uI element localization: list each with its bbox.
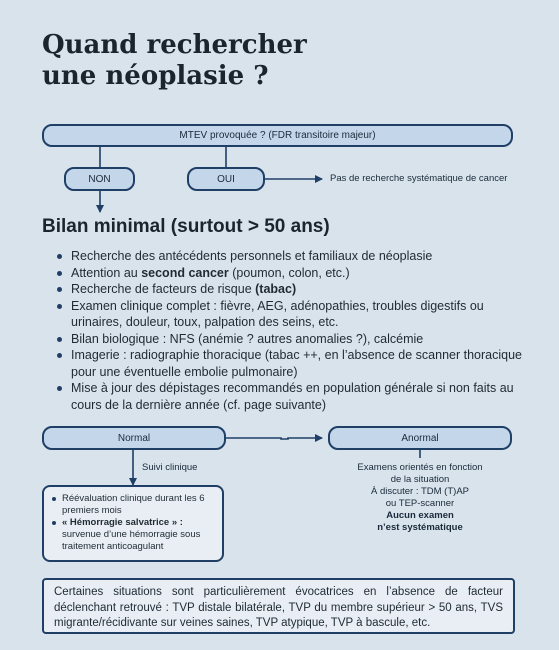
list-item: Attention au second cancer (poumon, colon, etc.) (56, 265, 526, 282)
oui-label: OUI (217, 173, 235, 185)
oui-pill (187, 167, 265, 191)
footer-text: Certaines situations sont particulièrement évocatrices en l’absence de facteur déclenchant retrouvé : TVP distale bilatérale, TVP du membre supérieur > 50 ans, TVS migrante/récidivante sur veines saines, TVP atypique, TVP à bascule, etc. (54, 586, 503, 629)
footer-box (42, 578, 515, 634)
question-pill (42, 124, 513, 147)
normal-result-box (42, 485, 224, 562)
normal-pill (42, 426, 226, 450)
normal-label: Normal (117, 432, 151, 444)
anormal-label: Anormal (401, 432, 439, 444)
list-item: Mise à jour des dépistages recommandés en population générale si non faits au cours de la dernière année (cf. page suivante) (56, 380, 526, 413)
question-text: MTEV provoquée ? (FDR transitoire majeur) (179, 130, 376, 141)
connector-normal-to-anormal (226, 438, 322, 439)
list-item: Recherche de facteurs de risque (tabac) (56, 281, 526, 298)
list-item: « Hémorragie salvatrice » : survenue d’une hémorragie sous traitement anticoagulant (52, 517, 214, 553)
list-item: Bilan biologique : NFS (anémie ? autres anomalies ?), calcémie (56, 331, 526, 348)
normal-result-list (52, 493, 214, 553)
non-label: NON (88, 173, 111, 185)
section-title: Bilan minimal (surtout > 50 ans) (42, 216, 330, 237)
list-item: Examen clinique complet : fièvre, AEG, adénopathies, troubles digestifs ou urinaires, douleur, toux, palpation des seins, etc. (56, 298, 526, 331)
non-pill (64, 167, 135, 191)
list-item: Réévaluation clinique durant les 6 premiers mois (52, 493, 214, 517)
followup-text: Suivi clinique (142, 462, 198, 473)
list-item: Imagerie : radiographie thoracique (tabac ++, en l’absence de scanner thoracique pour une éventuelle embolie pulmonaire) (56, 347, 526, 380)
title-line-1: Quand rechercher (42, 30, 307, 60)
bilan-list (56, 248, 526, 413)
oui-result-text: Pas de recherche systématique de cancer (330, 173, 508, 184)
anormal-pill (328, 426, 512, 450)
list-item: Recherche des antécédents personnels et familiaux de néoplasie (56, 248, 526, 265)
anormal-details: Examens orientés en fonction de la situation À discuter : TDM (T)AP ou TEP-scanner Aucun examen n’est systématique (357, 462, 483, 533)
title-line-2: une néoplasie ? (42, 61, 269, 91)
